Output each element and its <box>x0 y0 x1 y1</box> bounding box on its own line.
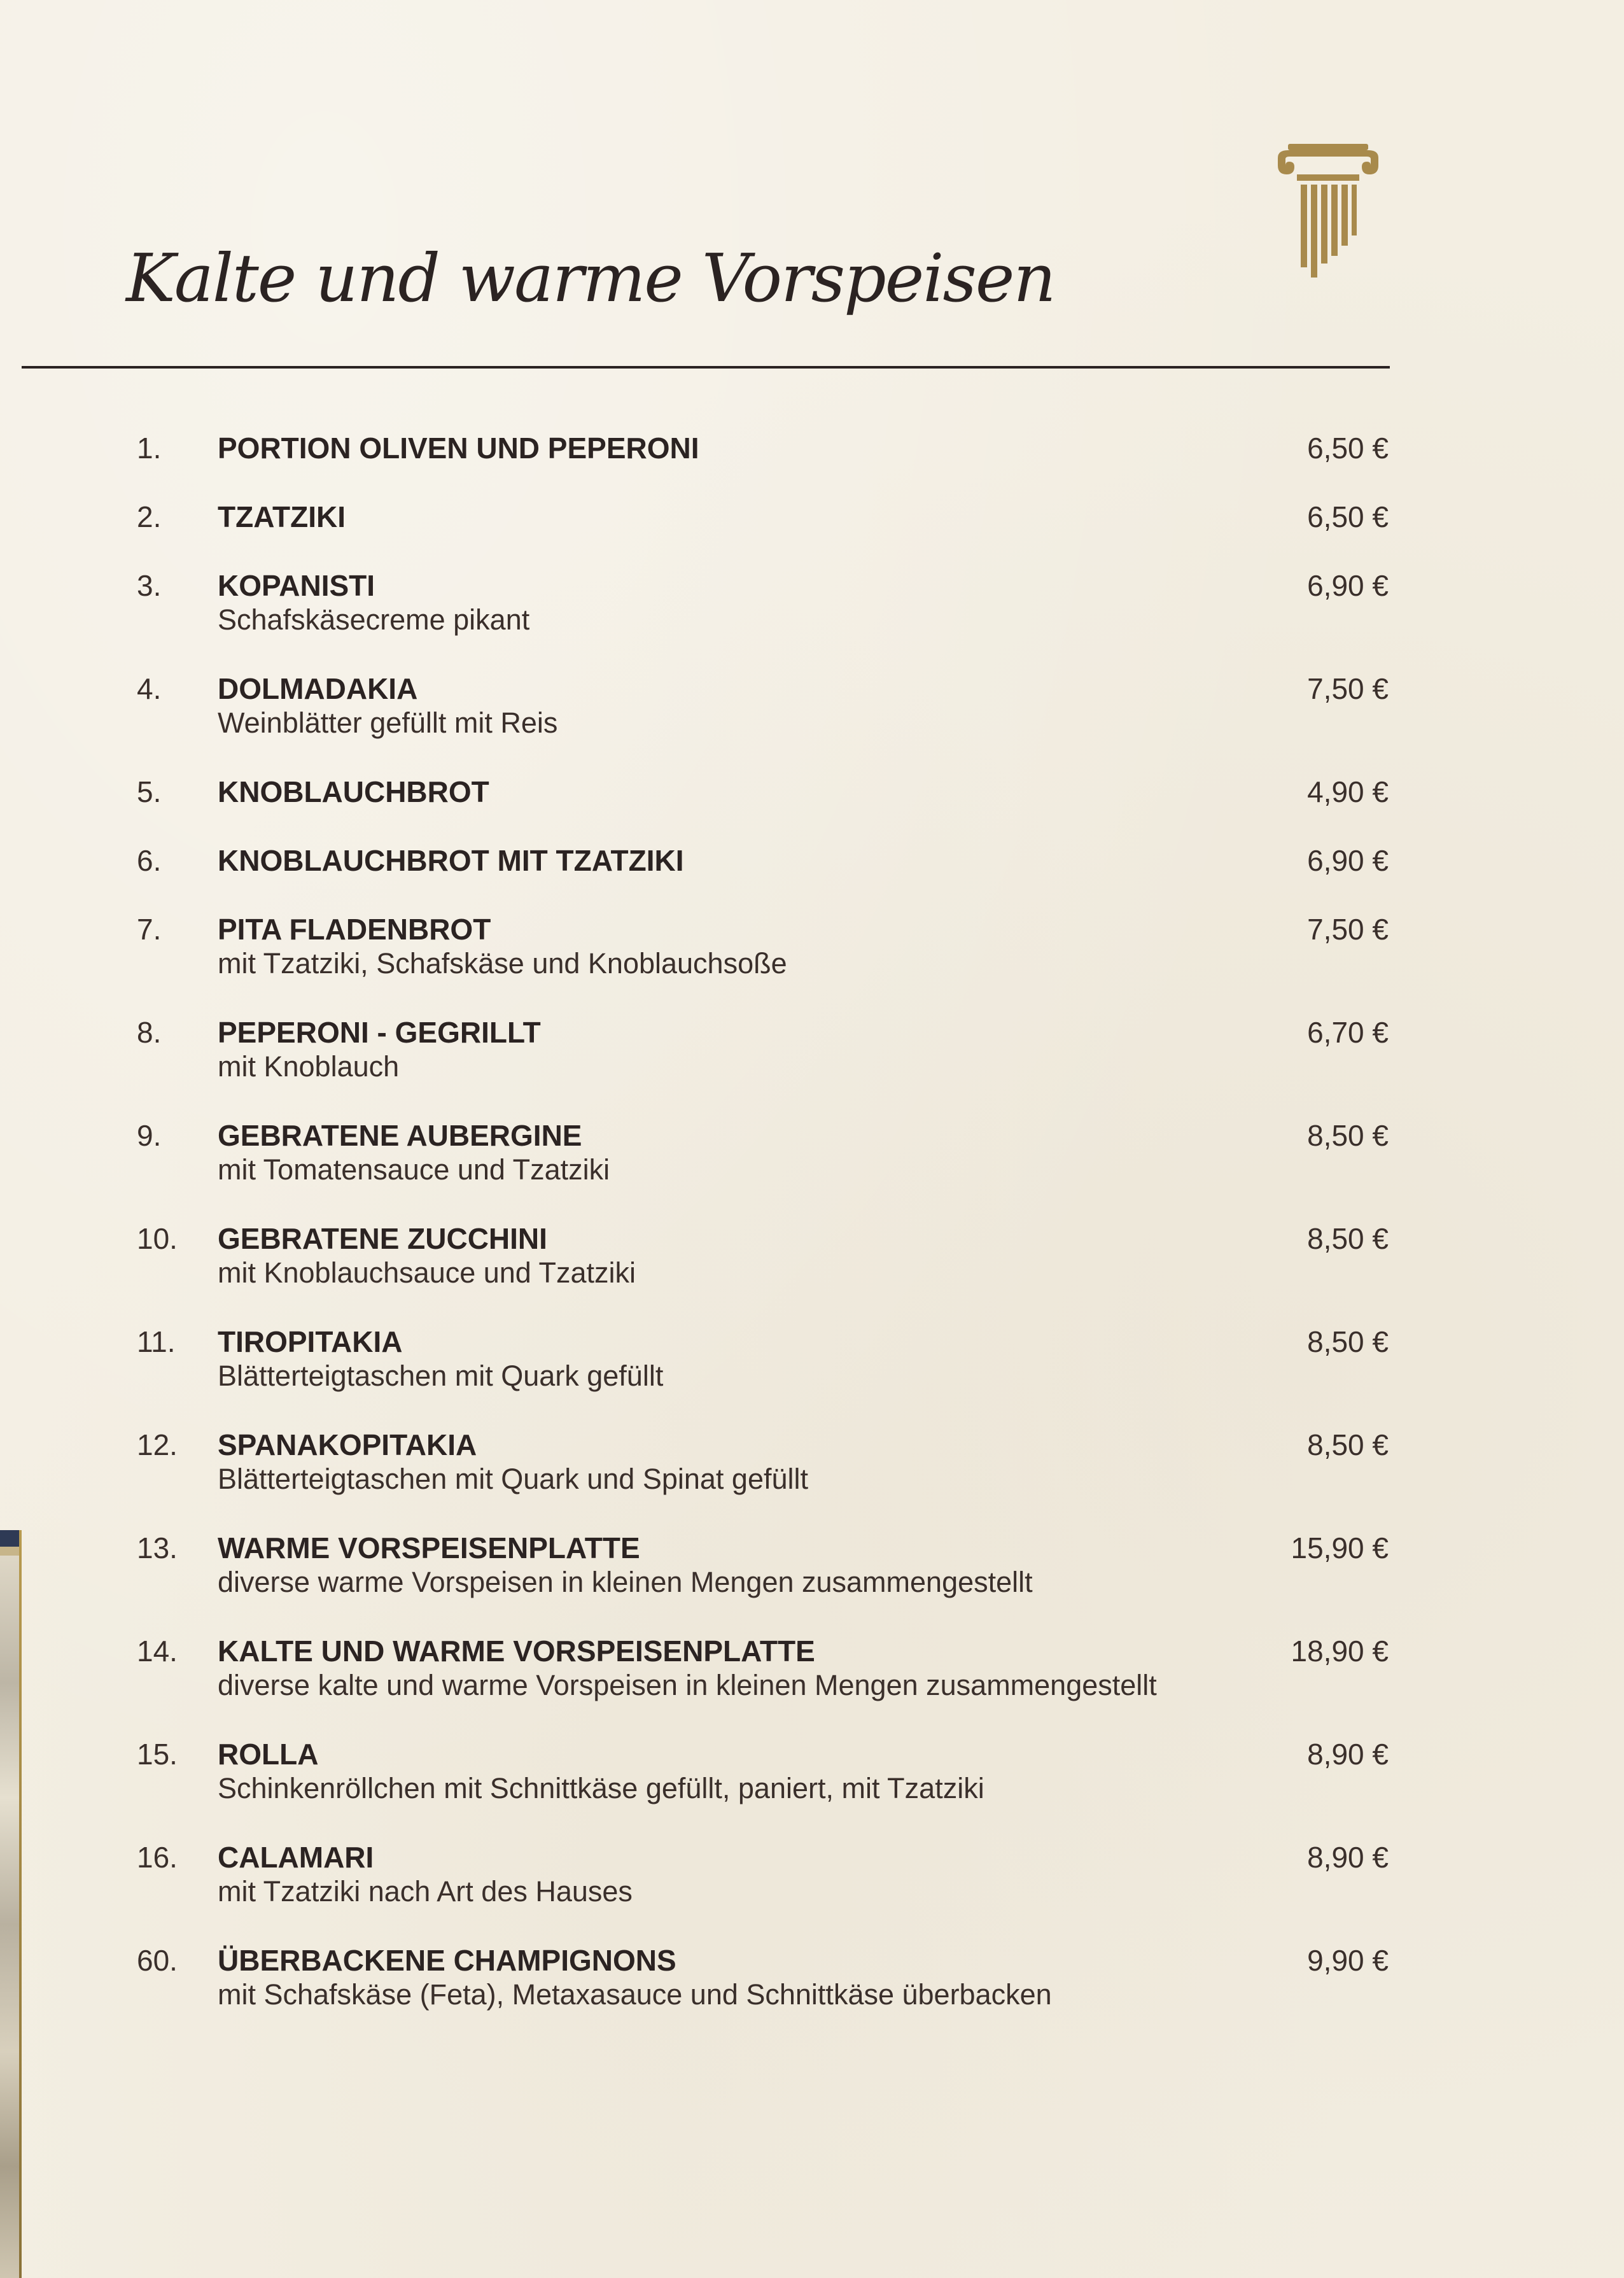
menu-item-number: 4. <box>137 672 162 705</box>
menu-item-price: 6,90 € <box>1307 844 1389 877</box>
menu-item-price: 18,90 € <box>1291 1635 1389 1668</box>
menu-item-price: 4,90 € <box>1307 775 1389 808</box>
page-title: Kalte und warme Vorspeisen <box>126 239 1055 317</box>
menu-item <box>0 774 1624 843</box>
menu-list <box>0 430 1624 2046</box>
menu-item-price: 7,50 € <box>1307 913 1389 946</box>
menu-item-description: mit Knoblauchsauce und Tzatziki <box>218 1256 636 1289</box>
menu-item-description: Schinkenröllchen mit Schnittkäse gefüllt, paniert, mit Tzatziki <box>218 1772 984 1804</box>
menu-item-name: KNOBLAUCHBROT MIT TZATZIKI <box>218 844 684 877</box>
menu-item-number: 11. <box>137 1325 176 1358</box>
menu-item-number: 1. <box>137 432 162 465</box>
menu-item-number: 16. <box>137 1841 178 1874</box>
menu-item-name: TZATZIKI <box>218 500 346 533</box>
menu-item <box>0 430 1624 499</box>
menu-item-price: 9,90 € <box>1307 1944 1389 1977</box>
menu-item-price: 8,50 € <box>1307 1222 1389 1255</box>
menu-item-description: mit Schafskäse (Feta), Metaxasauce und Schnittkäse überbacken <box>218 1978 1052 2011</box>
menu-item-number: 14. <box>137 1635 178 1668</box>
menu-item-name: TIROPITAKIA <box>218 1325 403 1358</box>
menu-item <box>0 1015 1624 1118</box>
menu-item-description: mit Tomatensauce und Tzatziki <box>218 1153 610 1186</box>
menu-item-price: 7,50 € <box>1307 672 1389 705</box>
menu-item-number: 15. <box>137 1738 178 1771</box>
menu-item <box>0 843 1624 911</box>
menu-item-description: Weinblätter gefüllt mit Reis <box>218 707 558 739</box>
menu-item-name: GEBRATENE ZUCCHINI <box>218 1222 547 1255</box>
menu-item <box>0 1633 1624 1736</box>
menu-item-name: CALAMARI <box>218 1841 374 1874</box>
title-divider <box>22 366 1390 369</box>
menu-item-name: KOPANISTI <box>218 569 375 602</box>
menu-item-name: ROLLA <box>218 1738 319 1771</box>
menu-item-description: Blätterteigtaschen mit Quark und Spinat gefüllt <box>218 1463 809 1495</box>
menu-item-number: 3. <box>137 569 162 602</box>
menu-item-description: diverse kalte und warme Vorspeisen in kleinen Mengen zusammengestellt <box>218 1669 1157 1701</box>
menu-item-description: mit Tzatziki, Schafskäse und Knoblauchsoße <box>218 947 787 980</box>
greek-column-icon <box>1269 141 1387 280</box>
menu-item-price: 8,90 € <box>1307 1738 1389 1771</box>
menu-item-description: mit Tzatziki nach Art des Hauses <box>218 1875 633 1908</box>
menu-item <box>0 568 1624 671</box>
menu-item-number: 13. <box>137 1531 178 1564</box>
menu-item-description: Schafskäsecreme pikant <box>218 603 530 636</box>
menu-item-name: GEBRATENE AUBERGINE <box>218 1119 582 1152</box>
menu-item-name: WARME VORSPEISENPLATTE <box>218 1531 640 1564</box>
menu-item <box>0 1839 1624 1943</box>
menu-item <box>0 1943 1624 2046</box>
menu-item-price: 6,50 € <box>1307 500 1389 533</box>
menu-item <box>0 1736 1624 1839</box>
menu-item-price: 8,50 € <box>1307 1119 1389 1152</box>
menu-item-number: 60. <box>137 1944 178 1977</box>
menu-item <box>0 1530 1624 1633</box>
menu-item-number: 8. <box>137 1016 162 1049</box>
menu-item-description: Blätterteigtaschen mit Quark gefüllt <box>218 1360 664 1392</box>
menu-item-price: 8,90 € <box>1307 1841 1389 1874</box>
menu-item <box>0 1427 1624 1530</box>
menu-item <box>0 911 1624 1015</box>
menu-item-number: 6. <box>137 844 162 877</box>
menu-item-name: PEPERONI - GEGRILLT <box>218 1016 541 1049</box>
menu-item-price: 8,50 € <box>1307 1325 1389 1358</box>
menu-item-name: SPANAKOPITAKIA <box>218 1428 477 1461</box>
menu-item-name: ÜBERBACKENE CHAMPIGNONS <box>218 1944 676 1977</box>
menu-item-name: KNOBLAUCHBROT <box>218 775 489 808</box>
menu-item-number: 5. <box>137 775 162 808</box>
menu-item-price: 15,90 € <box>1291 1531 1389 1564</box>
menu-item-price: 8,50 € <box>1307 1428 1389 1461</box>
menu-item-number: 12. <box>137 1428 178 1461</box>
menu-item-price: 6,70 € <box>1307 1016 1389 1049</box>
menu-item-description: mit Knoblauch <box>218 1050 400 1083</box>
menu-item-price: 6,50 € <box>1307 432 1389 465</box>
menu-item <box>0 1118 1624 1221</box>
menu-item-number: 10. <box>137 1222 178 1255</box>
menu-item-number: 7. <box>137 913 162 946</box>
menu-item <box>0 1221 1624 1324</box>
menu-item-number: 2. <box>137 500 162 533</box>
menu-item-name: DOLMADAKIA <box>218 672 418 705</box>
menu-item-name: KALTE UND WARME VORSPEISENPLATTE <box>218 1635 815 1668</box>
menu-item-name: PORTION OLIVEN UND PEPERONI <box>218 432 699 465</box>
menu-item-name: PITA FLADENBROT <box>218 913 491 946</box>
menu-item-number: 9. <box>137 1119 162 1152</box>
menu-item-price: 6,90 € <box>1307 569 1389 602</box>
menu-item <box>0 1324 1624 1427</box>
menu-item <box>0 671 1624 774</box>
menu-item <box>0 499 1624 568</box>
menu-item-description: diverse warme Vorspeisen in kleinen Mengen zusammengestellt <box>218 1566 1033 1598</box>
